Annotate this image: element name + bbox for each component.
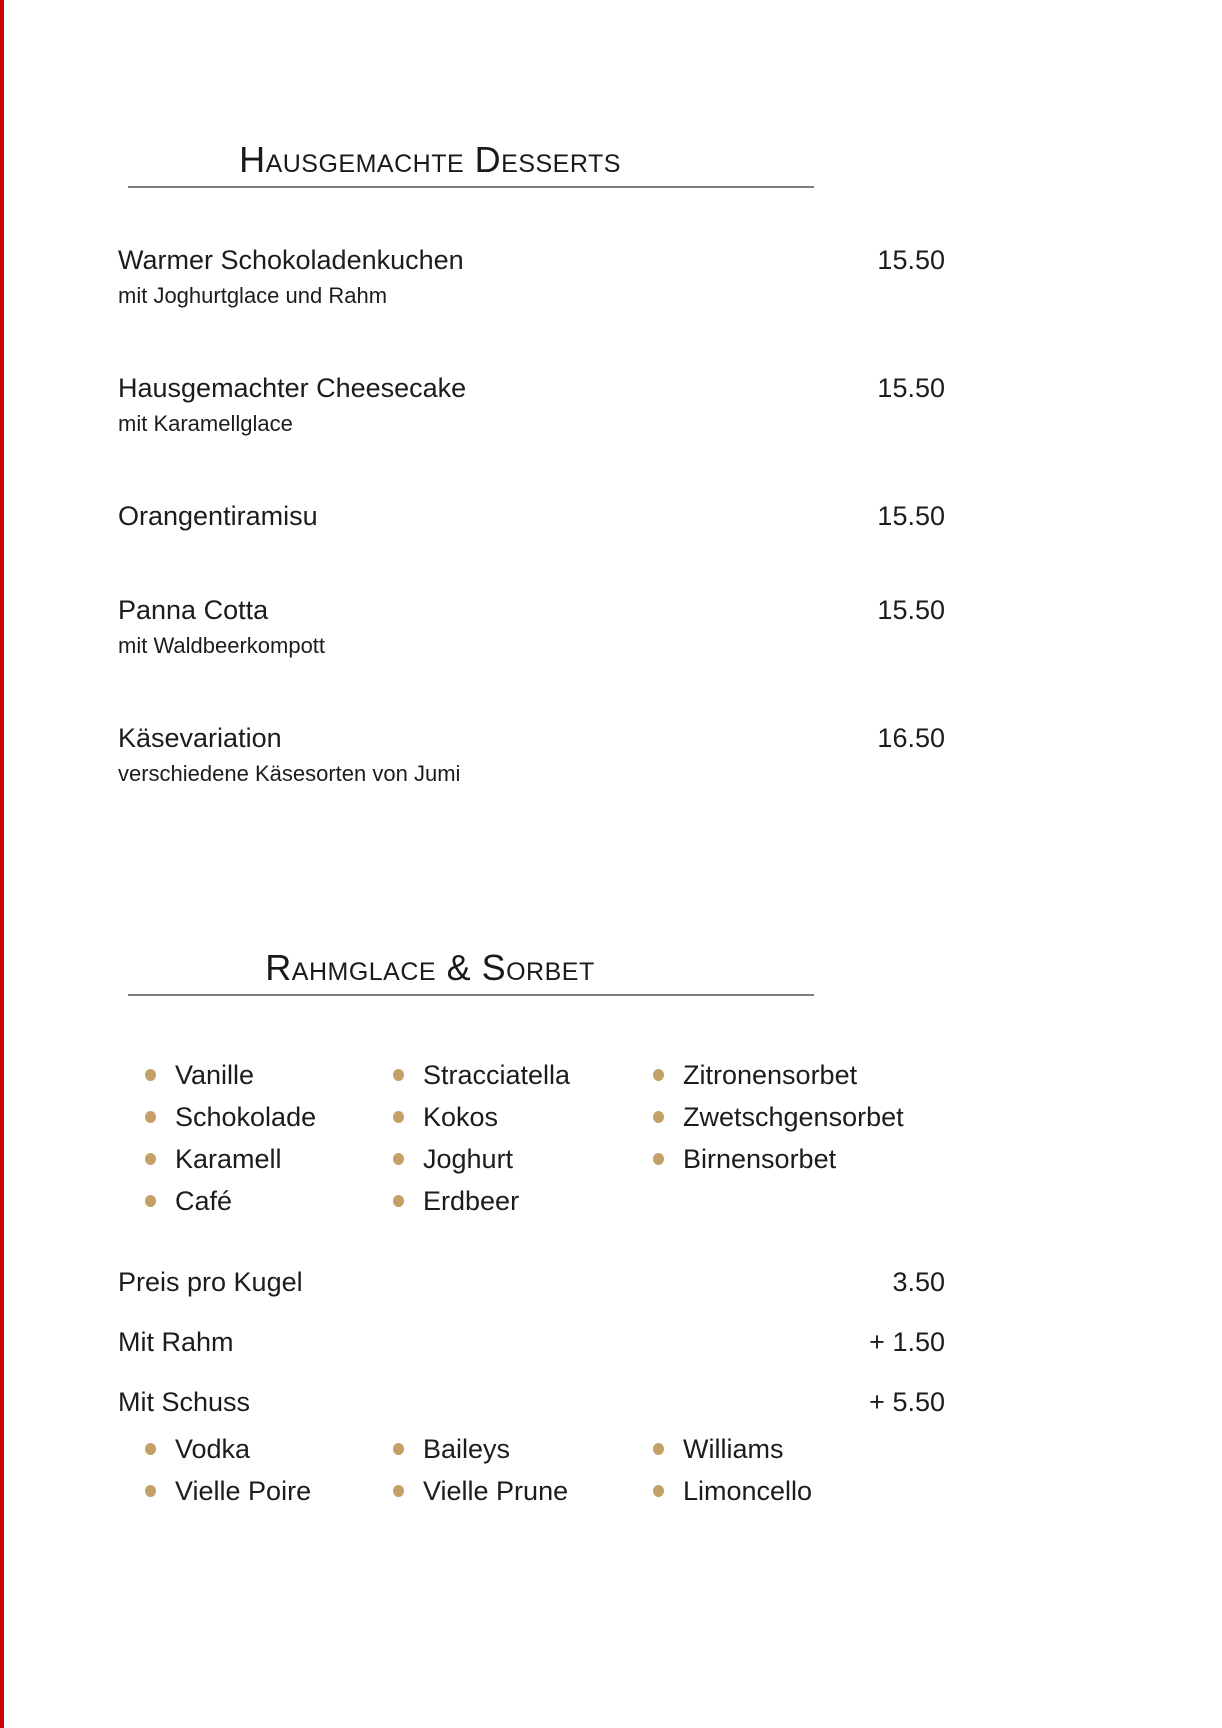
bullet-icon (653, 1485, 664, 1497)
schuss-label: Williams (683, 1433, 784, 1464)
schuss-item (118, 1428, 366, 1470)
item-row (118, 722, 945, 754)
schuss-column-1 (118, 1428, 366, 1512)
flavor-label: Vanille (175, 1059, 255, 1090)
flavor-list (118, 1054, 945, 1222)
schuss-column-3 (626, 1428, 945, 1512)
menu-content (118, 138, 945, 1512)
schuss-item (626, 1428, 945, 1470)
schuss-label: Baileys (423, 1433, 511, 1464)
flavor-column-1 (118, 1054, 366, 1222)
pricing-row-rahm (118, 1326, 945, 1358)
pricing-price: 3.50 (892, 1267, 945, 1297)
item-price: 15.50 (877, 373, 945, 403)
page-left-edge-band (0, 0, 4, 1728)
schuss-column-2 (366, 1428, 626, 1512)
schuss-item (626, 1470, 945, 1512)
item-name: Warmer Schokoladenkuchen (118, 245, 464, 275)
item-row (118, 244, 945, 276)
schuss-label: Limoncello (683, 1475, 813, 1506)
pricing-label: Mit Schuss (118, 1387, 251, 1417)
flavor-label: Zwetschgensorbet (683, 1101, 904, 1132)
pricing-row-kugel (118, 1266, 945, 1298)
schuss-label: Vielle Prune (423, 1475, 569, 1506)
flavor-item (626, 1096, 945, 1138)
flavor-column-3 (626, 1054, 945, 1222)
glace-pricing (118, 1266, 945, 1418)
bullet-icon (145, 1485, 156, 1497)
bullet-icon (653, 1069, 664, 1081)
pricing-price: + 1.50 (869, 1327, 945, 1357)
schuss-item (366, 1428, 626, 1470)
item-price: 15.50 (877, 245, 945, 275)
item-price: 16.50 (877, 723, 945, 753)
flavor-label: Stracciatella (423, 1059, 571, 1090)
flavor-item (118, 1138, 366, 1180)
menu-item-cheesecake (118, 372, 945, 438)
flavor-item (118, 1054, 366, 1096)
menu-item-schokoladenkuchen (118, 244, 945, 310)
schuss-item (118, 1470, 366, 1512)
bullet-icon (393, 1485, 404, 1497)
menu-item-orangentiramisu (118, 500, 945, 532)
item-row (118, 594, 945, 626)
item-name: Käsevariation (118, 723, 282, 753)
flavor-label: Joghurt (423, 1143, 514, 1174)
bullet-icon (653, 1111, 664, 1123)
item-description: mit Karamellglace (118, 411, 293, 436)
item-price: 15.50 (877, 501, 945, 531)
bullet-icon (145, 1069, 156, 1081)
flavor-item (366, 1054, 626, 1096)
bullet-icon (393, 1443, 404, 1455)
flavor-item (118, 1096, 366, 1138)
item-description: mit Waldbeerkompott (118, 633, 326, 658)
bullet-icon (653, 1153, 664, 1165)
bullet-icon (145, 1195, 156, 1207)
schuss-item (366, 1470, 626, 1512)
item-row (118, 500, 945, 532)
flavor-item (626, 1138, 945, 1180)
schuss-label: Vielle Poire (175, 1475, 312, 1506)
item-name: Hausgemachter Cheesecake (118, 373, 467, 403)
flavor-item (626, 1054, 945, 1096)
pricing-row-schuss (118, 1386, 945, 1418)
item-name: Orangentiramisu (118, 501, 318, 531)
bullet-icon (145, 1443, 156, 1455)
pricing-label: Mit Rahm (118, 1327, 234, 1357)
section-title-desserts: Hausgemachte Desserts (128, 138, 814, 188)
item-price: 15.50 (877, 595, 945, 625)
flavor-label: Zitronensorbet (683, 1059, 858, 1090)
flavor-label: Schokolade (175, 1101, 317, 1132)
menu-item-kaesevariation (118, 722, 945, 788)
item-row (118, 372, 945, 404)
flavor-label: Karamell (175, 1143, 282, 1174)
bullet-icon (145, 1153, 156, 1165)
bullet-icon (393, 1069, 404, 1081)
schuss-label: Vodka (175, 1433, 251, 1464)
bullet-icon (145, 1111, 156, 1123)
item-name: Panna Cotta (118, 595, 269, 625)
flavor-column-2 (366, 1054, 626, 1222)
flavor-label: Kokos (423, 1101, 499, 1132)
flavor-item (366, 1180, 626, 1222)
bullet-icon (393, 1153, 404, 1165)
bullet-icon (393, 1195, 404, 1207)
bullet-icon (393, 1111, 404, 1123)
section-title-glace: Rahmglace & Sorbet (128, 946, 814, 996)
schuss-list (118, 1428, 945, 1512)
pricing-label: Preis pro Kugel (118, 1267, 303, 1297)
item-description: mit Joghurtglace und Rahm (118, 283, 388, 308)
flavor-label: Birnensorbet (683, 1143, 837, 1174)
flavor-label: Erdbeer (423, 1185, 520, 1216)
item-description: verschiedene Käsesorten von Jumi (118, 761, 461, 786)
bullet-icon (653, 1443, 664, 1455)
flavor-item (366, 1138, 626, 1180)
flavor-label: Café (175, 1185, 233, 1216)
flavor-item (366, 1096, 626, 1138)
flavor-item (118, 1180, 366, 1222)
menu-item-panna-cotta (118, 594, 945, 660)
pricing-price: + 5.50 (869, 1387, 945, 1417)
